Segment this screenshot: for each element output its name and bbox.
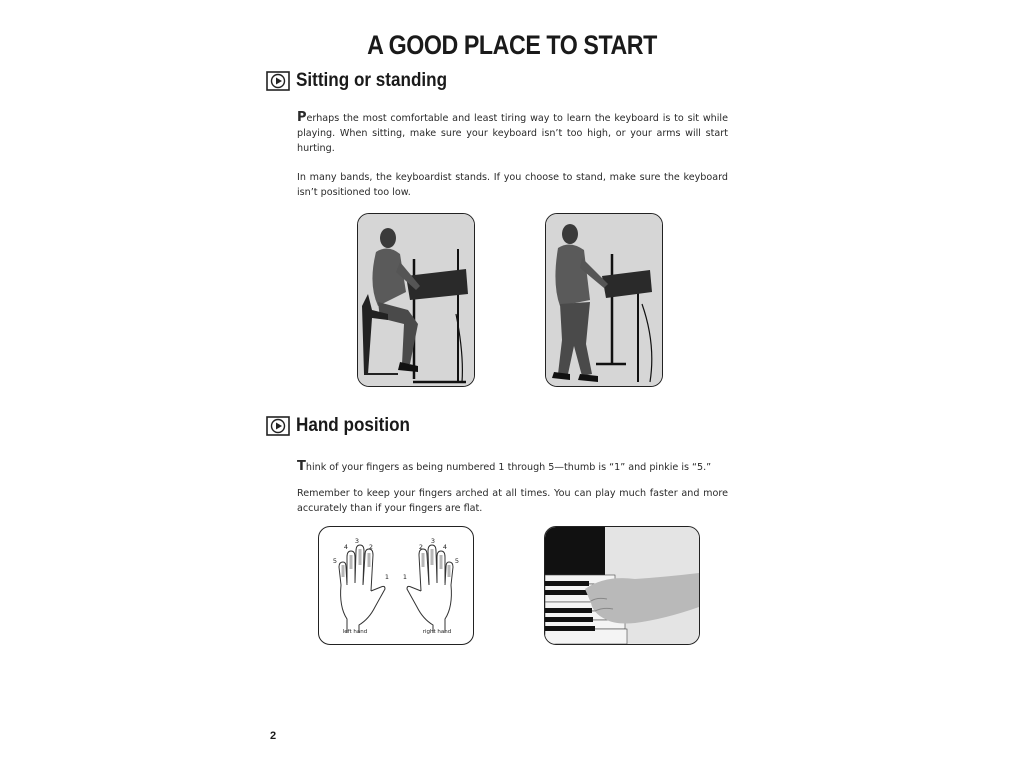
section-title: Hand position [296,415,410,436]
finger-number-left-1: 1 [384,573,390,581]
photo-standing [545,213,663,387]
hand-diagram [318,526,474,645]
play-icon [266,71,290,91]
photo-hand-on-keys [544,526,700,645]
finger-number-right-3: 3 [430,537,436,545]
paragraph-text: In many bands, the keyboardist stands. If you choose to stand, make sure the keyboard isn’t positioned too low. [297,172,728,198]
finger-number-left-3: 3 [354,537,360,545]
finger-number-left-5: 5 [332,557,338,565]
dropcap: P [297,110,307,125]
paragraph [297,170,728,200]
finger-number-left-4: 4 [343,543,349,551]
paragraph-text: erhaps the most comfortable and least tiring way to learn the keyboard is to sit while playing. When sitting, make sure your keyboard isn’t too high, or your arms will start hurting. [297,113,728,154]
paragraph-text: Remember to keep your fingers arched at all times. You can play much faster and more accurately than if your fingers are flat. [297,488,728,514]
play-icon [266,416,290,436]
photo-sitting [357,213,475,387]
section-title: Sitting or standing [296,70,448,91]
finger-number-right-2: 2 [418,543,424,551]
finger-number-right-5: 5 [454,557,460,565]
right-hand-caption: right hand [422,629,452,635]
section-heading-hand-position [266,415,423,437]
dropcap: T [297,459,306,474]
finger-number-right-4: 4 [442,543,448,551]
paragraph-text: hink of your fingers as being numbered 1 through 5—thumb is “1” and pinkie is “5.” [305,462,712,473]
left-hand-caption: left hand [342,629,368,635]
paragraph [297,486,728,516]
finger-number-right-1: 1 [402,573,408,581]
page-number: 2 [270,730,277,742]
section-heading-sitting [266,70,464,92]
paragraph [297,110,728,156]
page-title: A GOOD PLACE TO START [367,30,657,60]
finger-number-left-2: 2 [368,543,374,551]
paragraph [297,459,728,475]
